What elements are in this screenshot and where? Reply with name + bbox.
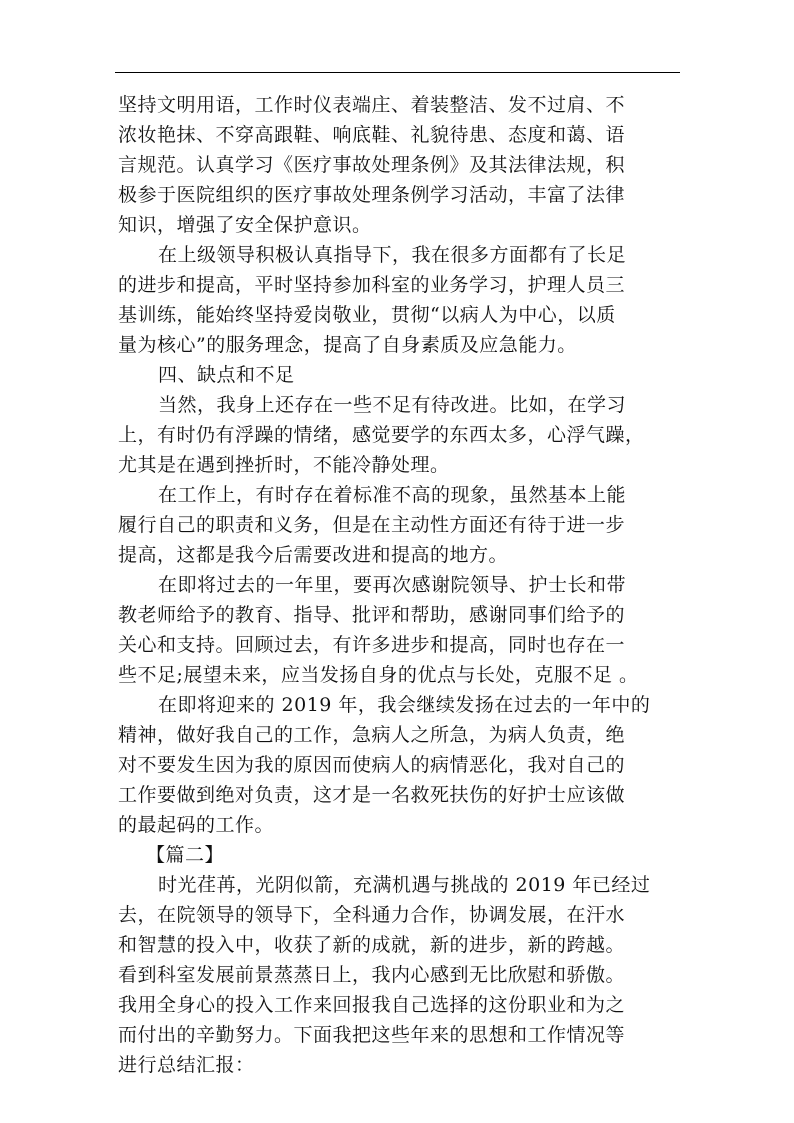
- document-body: [118, 90, 678, 1080]
- text-line: 极参于医院组织的医疗事故处理条例学习活动，丰富了法律: [118, 184, 626, 206]
- text-line: 基训练，能始终坚持爱岗敬业，贯彻“以病人为中心，以质: [118, 304, 616, 326]
- text-line: 的最起码的工作。: [118, 814, 275, 836]
- text-line: 我用全身心的投入工作来回报我自己选择的这份职业和为之: [118, 994, 626, 1016]
- text-line: 关心和支持。回顾过去，有许多进步和提高，同时也存在一: [118, 634, 626, 656]
- text-line: 履行自己的职责和义务，但是在主动性方面还有待于进一步: [118, 514, 626, 536]
- text-line: 教老师给予的教育、指导、批评和帮助，感谢同事们给予的: [118, 604, 626, 626]
- paragraph-start-line: 在工作上，有时存在着标准不高的现象，虽然基本上能: [158, 484, 627, 506]
- text-line: 些不足;展望未来，应当发扬自身的优点与长处，克服不足 。: [118, 664, 639, 686]
- text-line: 和智慧的投入中，收获了新的成就，新的进步，新的跨越。: [118, 934, 626, 956]
- paragraph-start-line: 时光荏苒，光阴似箭，充满机遇与挑战的 2019 年已经过: [158, 874, 651, 896]
- text-line: 坚持文明用语，工作时仪表端庄、着装整洁、发不过肩、不: [118, 94, 626, 116]
- text-line: 进行总结汇报：: [118, 1054, 255, 1076]
- text-line: 看到科室发展前景蒸蒸日上，我内心感到无比欣慰和骄傲。: [118, 964, 626, 986]
- text-line: 浓妆艳抹、不穿高跟鞋、响底鞋、礼貌待患、态度和蔼、语: [118, 124, 626, 146]
- text-line: 言规范。认真学习《医疗事故处理条例》及其法律法规，积: [118, 154, 626, 176]
- text-line: 而付出的辛勤努力。下面我把这些年来的思想和工作情况等: [118, 1024, 626, 1046]
- text-line: 知识，增强了安全保护意识。: [118, 214, 372, 236]
- section-heading: 四、缺点和不足: [158, 364, 295, 386]
- text-line: 量为核心”的服务理念，提高了自身素质及应急能力。: [118, 334, 577, 356]
- header-rule: [115, 72, 680, 73]
- paragraph-start-line: 在即将迎来的 2019 年，我会继续发扬在过去的一年中的: [158, 694, 651, 716]
- text-line: 提高，这都是我今后需要改进和提高的地方。: [118, 544, 509, 566]
- text-line: 上，有时仍有浮躁的情绪，感觉要学的东西太多，心浮气躁，: [118, 424, 645, 446]
- text-line: 工作要做到绝对负责，这才是一名救死扶伤的好护士应该做: [118, 784, 626, 806]
- text-line: 去，在院领导的领导下，全科通力合作，协调发展，在汗水: [118, 904, 626, 926]
- paragraph-start-line: 当然，我身上还存在一些不足有待改进。比如，在学习: [158, 394, 627, 416]
- text-line: 尤其是在遇到挫折时，不能冷静处理。: [118, 454, 450, 476]
- text-line: 的进步和提高，平时坚持参加科室的业务学习，护理人员三: [118, 274, 626, 296]
- text-line: 精神，做好我自己的工作，急病人之所急，为病人负责，绝: [118, 724, 626, 746]
- section-title: 【篇二】: [146, 844, 225, 866]
- paragraph-start-line: 在上级领导积极认真指导下，我在很多方面都有了长足: [158, 244, 627, 266]
- paragraph-start-line: 在即将过去的一年里，要再次感谢院领导、护士长和带: [158, 574, 627, 596]
- text-line: 对不要发生因为我的原因而使病人的病情恶化，我对自己的: [118, 754, 626, 776]
